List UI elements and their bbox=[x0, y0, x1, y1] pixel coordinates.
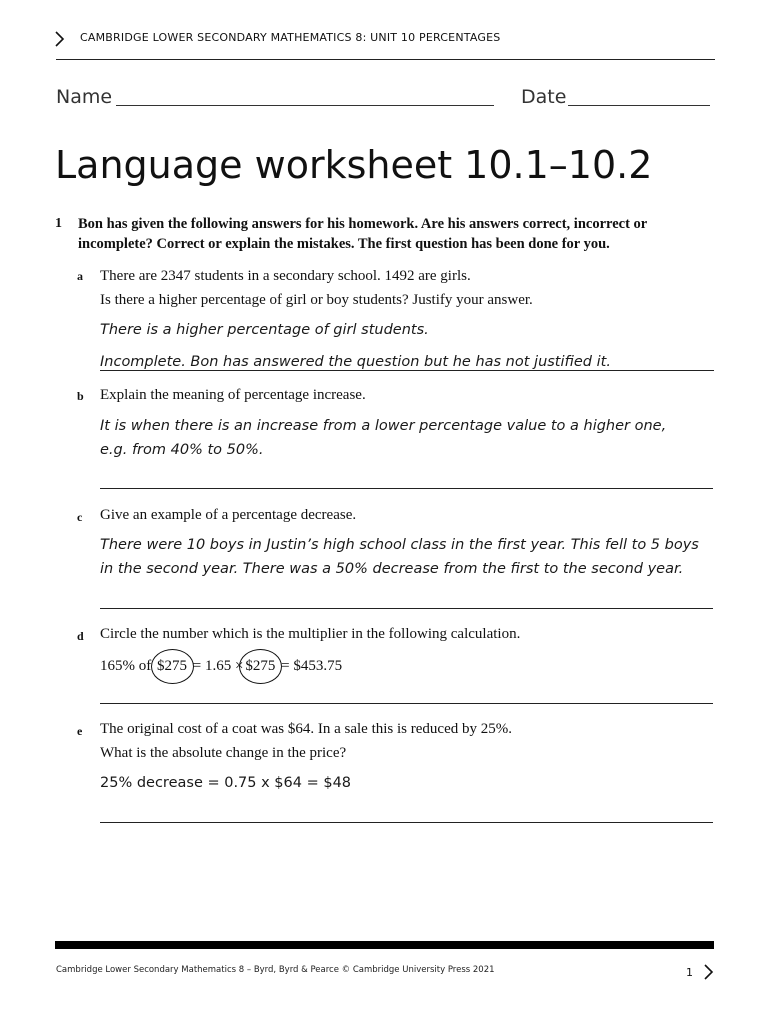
footer-bar bbox=[55, 941, 714, 949]
part-b-answer-line2: e.g. from 40% to 50%. bbox=[100, 442, 264, 458]
part-a-correction[interactable]: Incomplete. Bon has answered the question but he has not justified it. bbox=[100, 354, 611, 370]
page-title: Language worksheet 10.1–10.2 bbox=[55, 143, 653, 187]
circled-number[interactable]: $275 bbox=[243, 654, 277, 678]
header-title: CAMBRIDGE LOWER SECONDARY MATHEMATICS 8: UNIT 10 PERCENTAGES bbox=[80, 31, 501, 44]
answer-line[interactable] bbox=[100, 822, 713, 823]
part-letter: c bbox=[77, 510, 83, 524]
part-e-prompt-line2: What is the absolute change in the price? bbox=[100, 745, 347, 761]
answer-line[interactable] bbox=[100, 703, 713, 704]
part-c-answer-line1: There were 10 boys in Justin’s high school class in the first year. This fell to 5 boys bbox=[100, 537, 699, 553]
chevron-right-icon[interactable] bbox=[702, 963, 714, 981]
date-field[interactable] bbox=[568, 105, 710, 106]
part-c-prompt: Give an example of a percentage decrease. bbox=[100, 507, 357, 523]
part-a-prompt-line1: There are 2347 students in a secondary school. 1492 are girls. bbox=[100, 268, 471, 284]
part-e-answer: 25% decrease = 0.75 x $64 = $48 bbox=[100, 775, 352, 791]
answer-line[interactable] bbox=[100, 608, 713, 609]
calc-middle: = 1.65 × bbox=[189, 658, 244, 674]
circled-number[interactable]: $275 bbox=[155, 654, 189, 678]
calc-prefix: 165% of bbox=[100, 658, 155, 674]
part-b-prompt: Explain the meaning of percentage increase. bbox=[100, 387, 366, 403]
answer-line bbox=[100, 370, 714, 371]
header-divider bbox=[56, 59, 715, 60]
name-field[interactable] bbox=[116, 105, 494, 106]
footer-credit: Cambridge Lower Secondary Mathematics 8 – Byrd, Byrd & Pearce © Cambridge University Press 2021 bbox=[56, 965, 495, 975]
date-label: Date bbox=[521, 86, 567, 108]
part-d-calculation bbox=[100, 654, 342, 678]
chevron-right-icon bbox=[52, 30, 66, 48]
part-b-answer-line1: It is when there is an increase from a lower percentage value to a higher one, bbox=[100, 418, 667, 434]
part-a-prompt-line2: Is there a higher percentage of girl or boy students? Justify your answer. bbox=[100, 292, 533, 308]
part-letter: b bbox=[77, 389, 84, 403]
question-number: 1 bbox=[55, 216, 62, 231]
part-letter: e bbox=[77, 724, 83, 738]
answer-line[interactable] bbox=[100, 488, 713, 489]
calc-suffix: = $453.75 bbox=[277, 658, 343, 674]
part-e-prompt-line1: The original cost of a coat was $64. In a sale this is reduced by 25%. bbox=[100, 721, 512, 737]
part-c-answer-line2: in the second year. There was a 50% decrease from the first to the second year. bbox=[100, 561, 684, 577]
part-letter: d bbox=[77, 629, 84, 643]
part-a-answer: There is a higher percentage of girl students. bbox=[100, 322, 429, 338]
page-number: 1 bbox=[686, 966, 693, 979]
part-d-prompt: Circle the number which is the multiplier in the following calculation. bbox=[100, 626, 521, 642]
part-letter: a bbox=[77, 269, 83, 283]
question-text: Bon has given the following answers for his homework. Are his answers correct, incorrect or incomplete? Correct or explain the mistakes. The first question has been done for you. bbox=[78, 216, 647, 252]
name-label: Name bbox=[56, 86, 113, 108]
